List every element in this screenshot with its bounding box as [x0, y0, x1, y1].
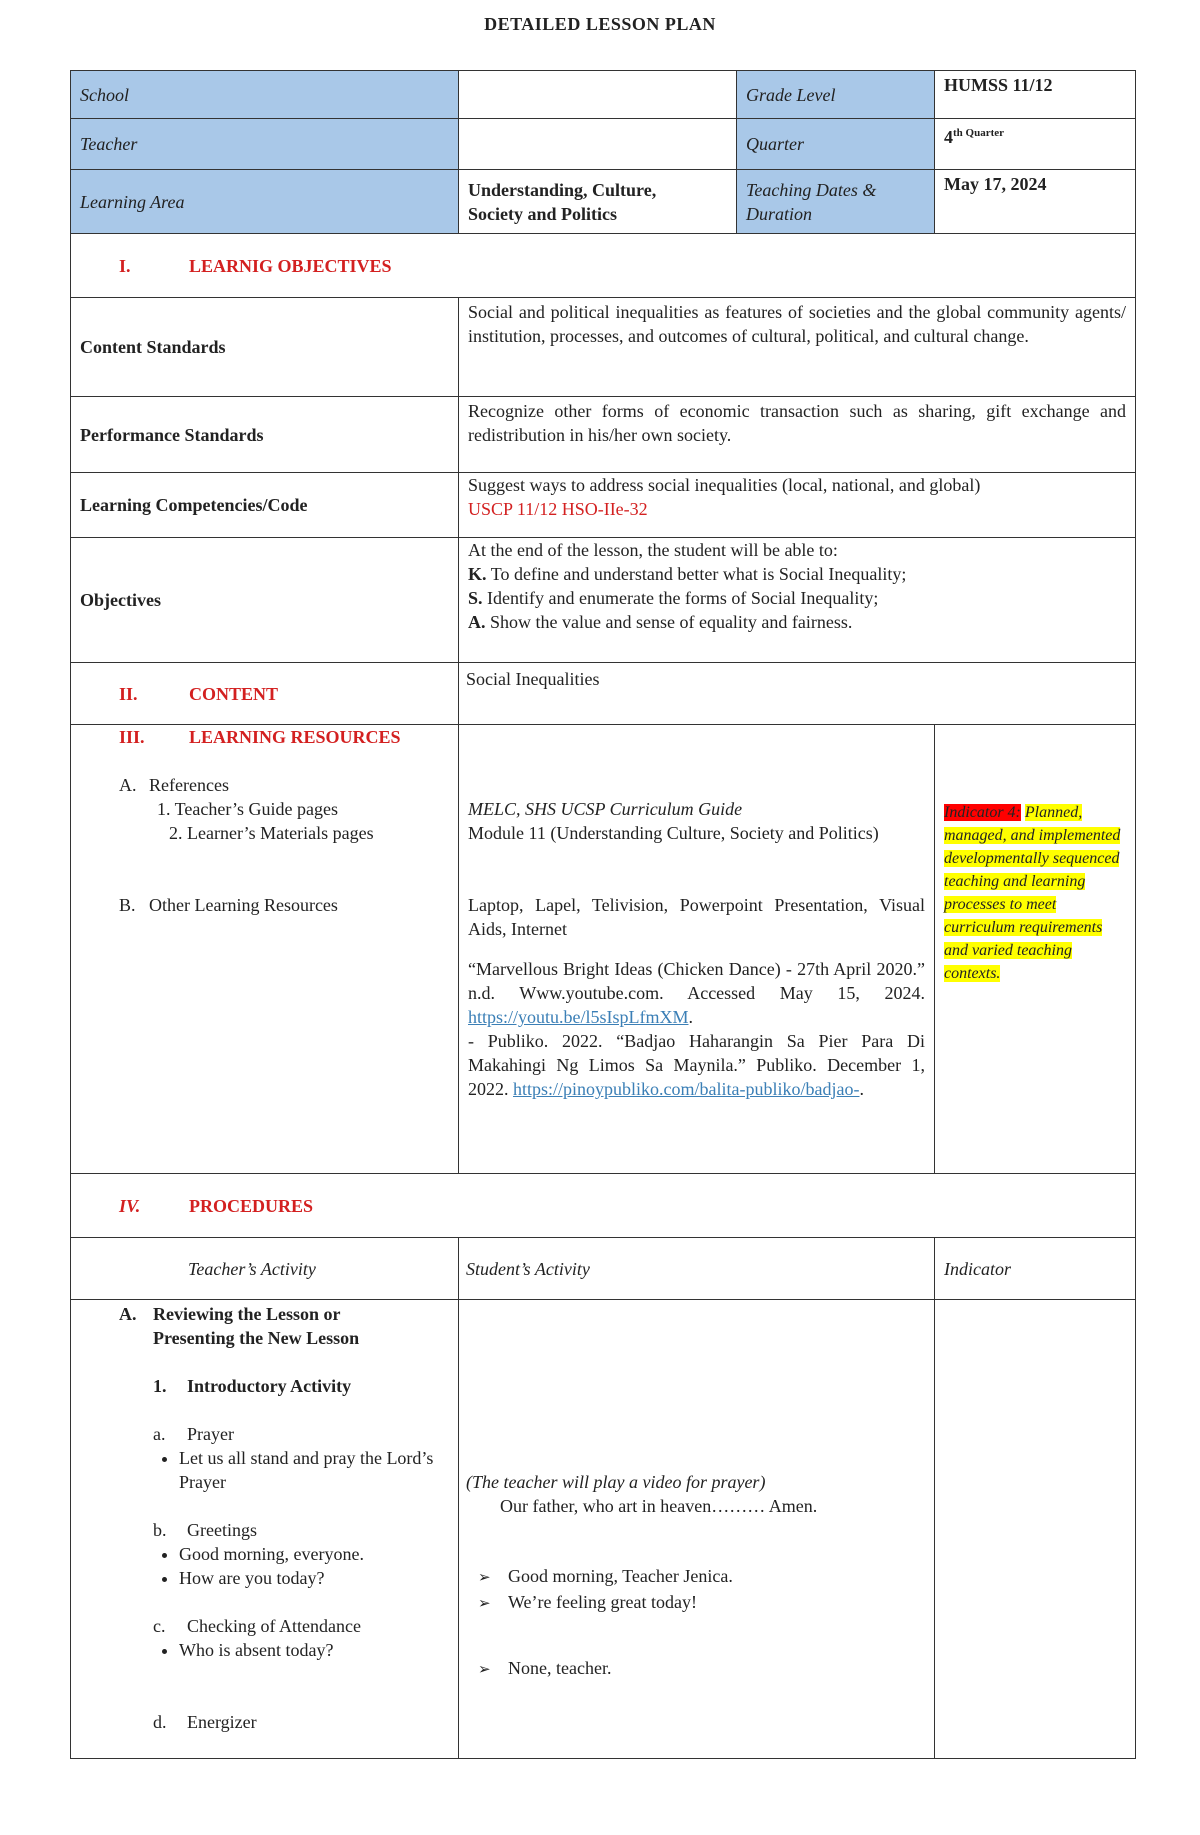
- spacer: [80, 749, 449, 773]
- objective-skill: S. Identify and enumerate the forms of Social Inequality;: [468, 588, 879, 608]
- prayer-list: [153, 1446, 439, 1494]
- greeting-item: • Good morning, everyone.: [179, 1542, 449, 1566]
- section-objectives-row: [71, 234, 1136, 298]
- grade-level-value: HUMSS 11/12: [935, 71, 1136, 119]
- references-heading: A. References: [119, 775, 229, 795]
- section-objectives-heading: [71, 234, 1136, 298]
- spacer: [80, 845, 449, 893]
- content-value: Social Inequalities: [459, 663, 1136, 725]
- other-resources-heading: B. Other Learning Resources: [119, 895, 338, 915]
- student-attendance-item: ➢ None, teacher.: [514, 1656, 925, 1682]
- teacher-activity-header: Teacher’s Activity: [71, 1238, 459, 1300]
- performance-standards-text: Recognize other forms of economic transaction such as sharing, gift exchange and redistribution in his/her own society.: [459, 397, 1136, 473]
- spacer: [119, 1662, 449, 1710]
- procedures-header-row: [71, 1238, 1136, 1300]
- quarter-value: [935, 119, 1136, 170]
- learning-area-row: [71, 170, 1136, 234]
- spacer: [119, 1590, 449, 1614]
- teachers-guide-item: 1. Teacher’s Guide pages: [157, 799, 339, 819]
- procedures-body-row: [71, 1300, 1136, 1759]
- quarter-suffix: th Quarter: [953, 127, 1005, 139]
- student-activity-header: Student’s Activity: [459, 1238, 935, 1300]
- student-greeting-item: ➢ Good morning, Teacher Jenica.: [514, 1564, 925, 1590]
- learners-materials-item: 2. Learner’s Materials pages: [169, 823, 374, 843]
- indicator-4-title: Indicator 4:: [944, 804, 1021, 821]
- school-label: School: [71, 71, 459, 119]
- section-procedures-heading: [71, 1174, 1136, 1238]
- spacer: [468, 845, 925, 893]
- section-procedures-num: IV.: [119, 1195, 141, 1216]
- teacher-label: Teacher: [71, 119, 459, 170]
- student-attendance-list: [466, 1656, 925, 1682]
- module-reference: Module 11 (Understanding Culture, Society and Politics): [468, 823, 879, 843]
- reference-2: - Publiko. 2022. “Badjao Haharangin Sa Pier Para Di Makahingi Ng Limos Sa Maynila.” Publiko. December 1, 2022. https://pinoypubliko.com/balita-publiko/badjao-.: [468, 1031, 925, 1099]
- objectives-cell: [459, 538, 1136, 663]
- school-row: [71, 71, 1136, 119]
- section-objectives-label: LEARNIG OBJECTIVES: [189, 255, 392, 276]
- spacer: [119, 1494, 449, 1518]
- student-activity-cell: [459, 1300, 935, 1759]
- content-standards-row: [71, 298, 1136, 397]
- spacer: [468, 941, 925, 957]
- procedures-indicator-cell: [935, 1300, 1136, 1759]
- spacer: [466, 1302, 925, 1470]
- grade-level-label: Grade Level: [737, 71, 935, 119]
- lesson-plan-table: [70, 70, 1136, 1759]
- section-resources-heading: [80, 725, 449, 749]
- prayer-item: • Let us all stand and pray the Lord’s Prayer: [179, 1446, 439, 1494]
- competencies-text: Suggest ways to address social inequalities (local, national, and global): [468, 475, 981, 495]
- section-resources-num: III.: [119, 727, 145, 747]
- attendance-heading: c. Checking of Attendance: [153, 1616, 361, 1636]
- teaching-dates-label-line1: Teaching Dates &: [746, 179, 877, 200]
- learning-area-line2: Society and Politics: [468, 203, 617, 224]
- learning-area-line1: Understanding, Culture,: [468, 179, 657, 200]
- section-content-row: [71, 663, 1136, 725]
- competencies-cell: [459, 473, 1136, 538]
- indicator-header: Indicator: [935, 1238, 1136, 1300]
- competencies-code: USCP 11/12 HSO-IIe-32: [468, 499, 648, 519]
- competencies-row: [71, 473, 1136, 538]
- learning-area-value: [459, 170, 737, 234]
- resources-row: [71, 725, 1136, 1174]
- objectives-row: [71, 538, 1136, 663]
- resources-detail-cell: [459, 725, 935, 1174]
- prayer-heading: a. Prayer: [153, 1424, 234, 1444]
- teaching-dates-value: May 17, 2024: [935, 170, 1136, 234]
- teaching-dates-label: [737, 170, 935, 234]
- teacher-activity-cell: [71, 1300, 459, 1759]
- teacher-row: [71, 119, 1136, 170]
- resources-indicator-cell: [935, 725, 1136, 1174]
- review-lesson-heading: A. Reviewing the Lesson or: [119, 1304, 341, 1324]
- youtube-link[interactable]: https://youtu.be/l5sIspLfmXM: [468, 1007, 689, 1027]
- spacer: [468, 725, 925, 797]
- energizer-heading: d. Energizer: [153, 1712, 257, 1732]
- student-prayer-response: Our father, who art in heaven……… Amen.: [500, 1496, 818, 1516]
- objectives-label: Objectives: [71, 538, 459, 663]
- attendance-item: • Who is absent today?: [179, 1638, 449, 1662]
- reference-1: “Marvellous Bright Ideas (Chicken Dance) - 27th April 2020.” n.d. Www.youtube.com. Accessed May 15, 2024. https://youtu.be/l5sIspLfmXM.: [468, 959, 925, 1027]
- spacer: [466, 1616, 925, 1656]
- teacher-value: [459, 119, 737, 170]
- content-standards-label: Content Standards: [71, 298, 459, 397]
- quarter-label: Quarter: [737, 119, 935, 170]
- teaching-dates-label-line2: Duration: [746, 203, 813, 224]
- learning-area-label: Learning Area: [71, 170, 459, 234]
- content-standards-text: Social and political inequalities as features of societies and the global community agents/ institution, processes, and outcomes of cultural, political, and cultural change.: [459, 298, 1136, 397]
- performance-standards-label: Performance Standards: [71, 397, 459, 473]
- spacer: [119, 1398, 449, 1422]
- section-content-heading: [71, 663, 459, 725]
- objective-attitude: A. Show the value and sense of equality and fairness.: [468, 612, 853, 632]
- section-content-num: II.: [119, 683, 138, 704]
- performance-standards-row: [71, 397, 1136, 473]
- indicator-4: [944, 801, 1126, 985]
- section-content-label: CONTENT: [189, 683, 279, 704]
- publiko-link[interactable]: https://pinoypubliko.com/balita-publiko/badjao-: [513, 1079, 860, 1099]
- competencies-label: Learning Competencies/Code: [71, 473, 459, 538]
- quarter-number: 4: [944, 127, 953, 147]
- review-lesson-heading-2: Presenting the New Lesson: [153, 1328, 360, 1348]
- document-title: DETAILED LESSON PLAN: [484, 14, 716, 34]
- objective-knowledge: K. To define and understand better what is Social Inequality;: [468, 564, 907, 584]
- spacer: [119, 1350, 449, 1374]
- materials-list: Laptop, Lapel, Telivision, Powerpoint Presentation, Visual Aids, Internet: [468, 895, 925, 939]
- student-greetings-list: [466, 1564, 925, 1616]
- section-procedures-row: [71, 1174, 1136, 1238]
- greeting-item: • How are you today?: [179, 1566, 449, 1590]
- objectives-intro: At the end of the lesson, the student will be able to:: [468, 540, 838, 560]
- school-value: [459, 71, 737, 119]
- curriculum-guide: MELC, SHS UCSP Curriculum Guide: [468, 799, 743, 819]
- greetings-list: [153, 1542, 449, 1590]
- attendance-list: [153, 1638, 449, 1662]
- section-procedures-label: PROCEDURES: [189, 1195, 314, 1216]
- prayer-video-note: (The teacher will play a video for prayer): [466, 1472, 766, 1492]
- section-objectives-num: I.: [119, 255, 131, 276]
- greetings-heading: b. Greetings: [153, 1520, 257, 1540]
- introductory-activity-heading: 1. Introductory Activity: [153, 1376, 352, 1396]
- section-resources-label: LEARNING RESOURCES: [189, 727, 401, 747]
- student-greeting-item: ➢ We’re feeling great today!: [514, 1590, 925, 1616]
- spacer: [466, 1518, 925, 1564]
- indicator-4-text: Planned, managed, and implemented developmentally sequenced teaching and learning processes to meet curriculum requirements and varied teaching contexts.: [944, 804, 1121, 982]
- resources-left-cell: [71, 725, 459, 1174]
